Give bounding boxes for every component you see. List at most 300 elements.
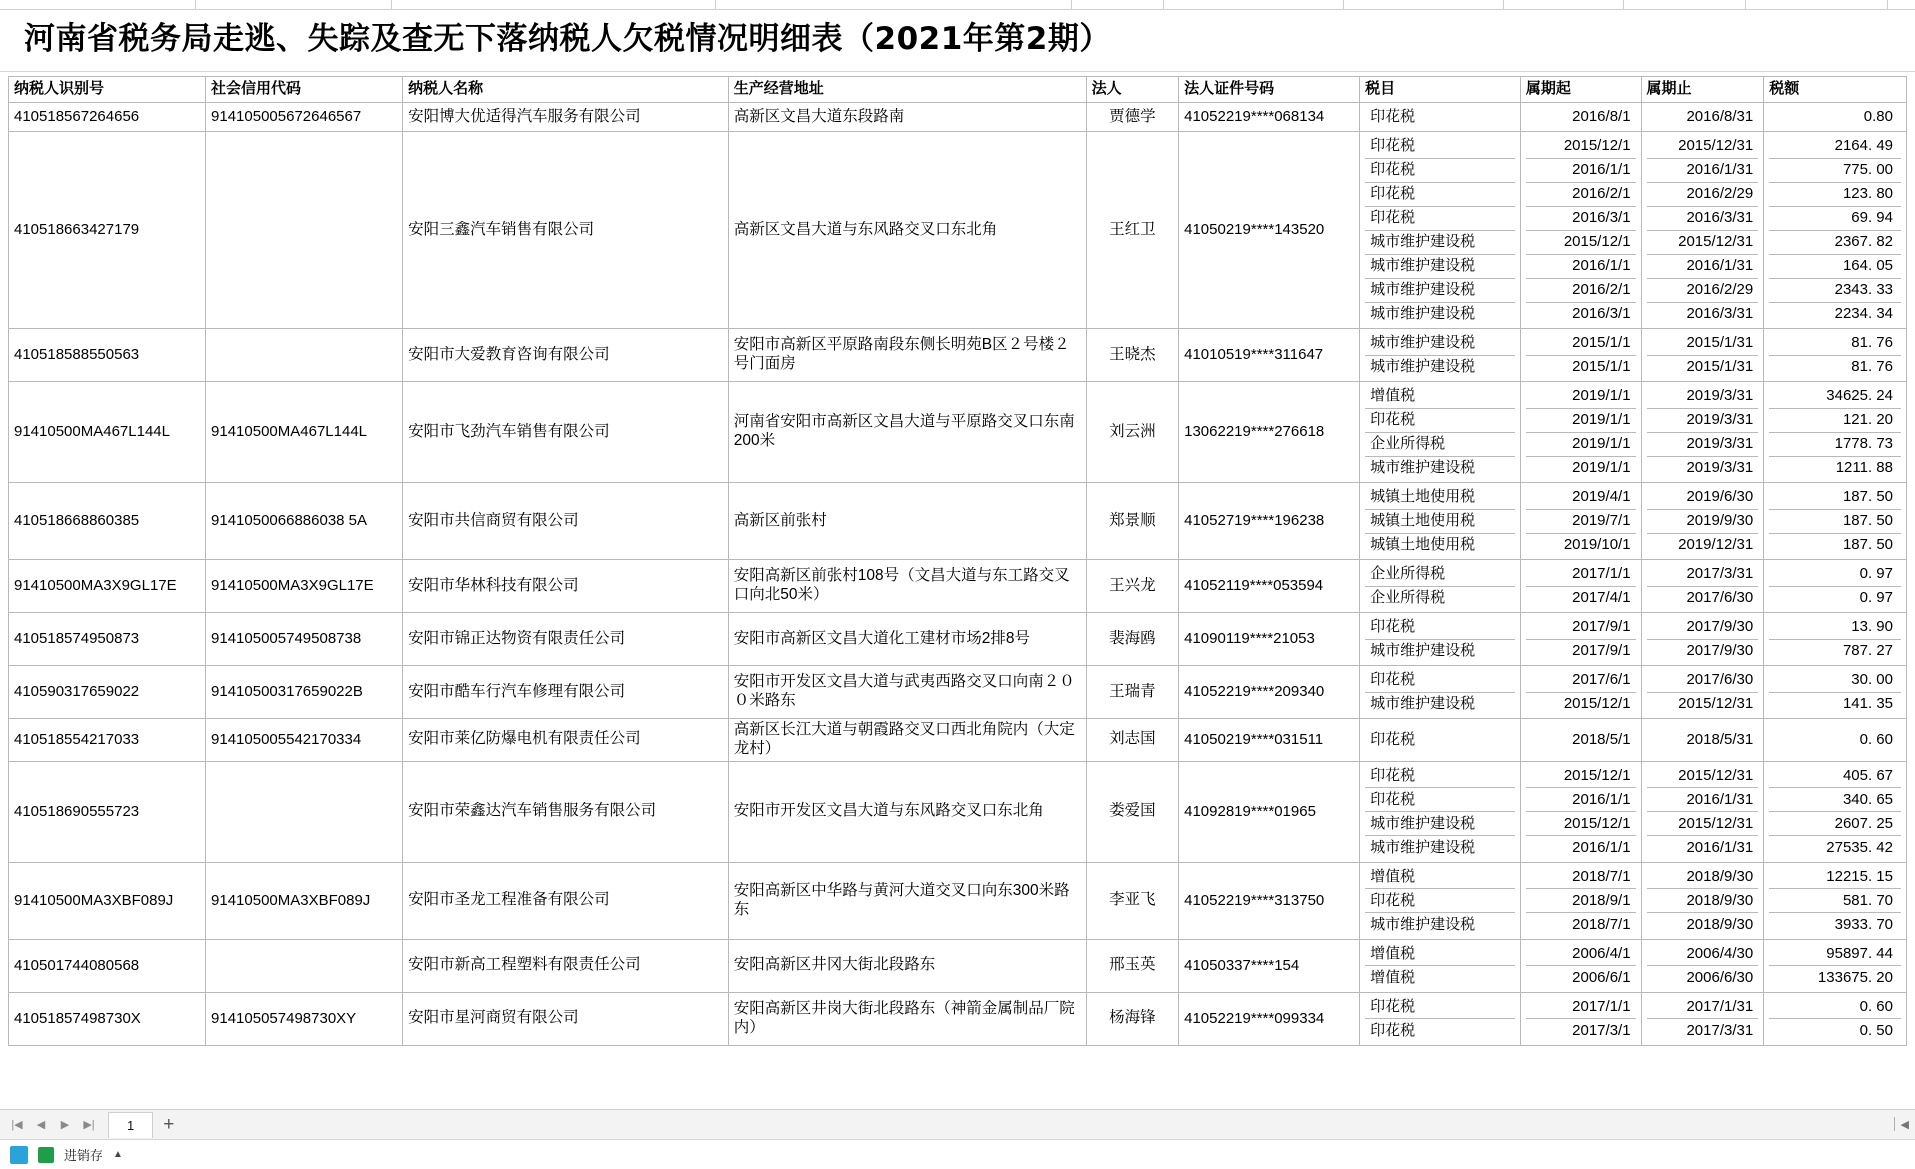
cell-credit-code <box>206 329 403 382</box>
cell-credit-code: 9141050066886038 5A <box>206 483 403 560</box>
strip-seg <box>196 0 392 9</box>
cell-period-start: 2015/12/1 <box>1526 230 1636 254</box>
taskbar-app-label[interactable]: 进销存 <box>64 1148 104 1163</box>
horizontal-scrollbar[interactable] <box>1445 1109 1915 1139</box>
table-row <box>9 103 1907 132</box>
cell-period-start: 2016/3/1 <box>1526 206 1636 230</box>
cell-legal-person: 刘云洲 <box>1086 382 1178 483</box>
cell-period-start: 2019/7/1 <box>1526 509 1636 533</box>
cell-period-start-group <box>1520 132 1641 329</box>
cell-period-start-group <box>1520 483 1641 560</box>
cell-legal-person: 郑景顺 <box>1086 483 1178 560</box>
cell-period-start: 2016/1/1 <box>1572 839 1631 857</box>
cell-tax-item: 企业所得税 <box>1370 589 1446 607</box>
cell-period-end: 2018/9/30 <box>1647 865 1759 889</box>
cell-period-end-group <box>1641 666 1764 719</box>
cell-tax-item: 印花税 <box>1365 788 1515 812</box>
strip-seg <box>1344 0 1504 9</box>
cell-period-end: 2017/3/31 <box>1647 562 1759 586</box>
cell-period-start: 2016/2/1 <box>1526 278 1636 302</box>
cell-period-start-group <box>1520 103 1641 132</box>
header-credit-code: 社会信用代码 <box>206 77 403 103</box>
cell-tax-amount-group <box>1764 666 1907 719</box>
cell-business-address: 安阳高新区前张村108号（文昌大道与东工路交叉口向北50米） <box>728 560 1086 613</box>
cell-tax-amount-group <box>1764 103 1907 132</box>
cell-period-end: 2015/12/31 <box>1647 812 1759 836</box>
header-business-address: 生产经营地址 <box>728 77 1086 103</box>
cell-tax-amount: 581. 70 <box>1769 889 1901 913</box>
cell-tax-item: 城市维护建设税 <box>1365 230 1515 254</box>
cell-period-end: 2019/3/31 <box>1647 384 1759 408</box>
cell-period-end: 2017/3/31 <box>1686 1022 1754 1040</box>
cell-period-end-group <box>1641 719 1764 762</box>
strip-seg <box>0 0 196 9</box>
cell-tax-amount: 0. 50 <box>1859 1022 1893 1040</box>
table-row <box>9 939 1907 992</box>
cell-business-address: 安阳市高新区平原路南段东侧长明苑B区２号楼２号门面房 <box>728 329 1086 382</box>
cell-period-end: 2015/12/31 <box>1647 764 1759 788</box>
cell-legal-person: 王红卫 <box>1086 132 1178 329</box>
table-row <box>9 329 1907 382</box>
cell-period-start: 2006/6/1 <box>1572 969 1631 987</box>
cell-taxpayer-name: 安阳市圣龙工程准备有限公司 <box>403 862 729 939</box>
cell-tax-item: 城市维护建设税 <box>1370 695 1476 713</box>
cell-credit-code: 91410500MA467L144L <box>206 382 403 483</box>
sheet-nav-buttons[interactable] <box>6 1114 100 1136</box>
scroll-left-icon[interactable]: ◀ <box>1900 1118 1909 1131</box>
cell-period-start: 2019/1/1 <box>1572 459 1631 477</box>
cell-period-end: 2019/3/31 <box>1686 459 1754 477</box>
cell-business-address: 安阳市高新区文昌大道化工建材市场2排8号 <box>728 613 1086 666</box>
chevron-up-icon[interactable]: ▲ <box>113 1149 123 1160</box>
table-row <box>9 560 1907 613</box>
prev-sheet-icon[interactable]: ◀ <box>36 1119 46 1131</box>
cell-period-end: 2016/2/29 <box>1647 278 1759 302</box>
cell-period-start: 2019/1/1 <box>1526 384 1636 408</box>
cell-legal-person-id: 41050219****143520 <box>1179 132 1360 329</box>
cell-tax-item: 增值税 <box>1365 942 1515 966</box>
cell-tax-item: 城市维护建设税 <box>1370 839 1476 857</box>
cell-tax-amount: 0. 97 <box>1859 589 1893 607</box>
cell-taxpayer-name: 安阳三鑫汽车销售有限公司 <box>403 132 729 329</box>
cell-tax-amount-group <box>1764 992 1907 1045</box>
cell-legal-person: 娄爱国 <box>1086 761 1178 862</box>
cell-period-start: 2006/4/1 <box>1526 942 1636 966</box>
cell-legal-person: 王瑞青 <box>1086 666 1178 719</box>
cell-taxpayer-name: 安阳市星河商贸有限公司 <box>403 992 729 1045</box>
cell-period-end: 2019/3/31 <box>1647 408 1759 432</box>
cell-tax-amount-group <box>1764 613 1907 666</box>
cell-tax-amount: 34625. 24 <box>1769 384 1901 408</box>
cell-business-address: 高新区文昌大道与东风路交叉口东北角 <box>728 132 1086 329</box>
cell-tax-amount: 0. 60 <box>1859 730 1893 748</box>
cell-tax-amount: 81. 76 <box>1769 331 1901 355</box>
cell-tax-amount: 787. 27 <box>1842 642 1893 660</box>
cell-period-end: 2015/12/31 <box>1647 230 1759 254</box>
cell-period-end: 2017/9/30 <box>1647 615 1759 639</box>
cell-credit-code: 914105005749508738 <box>206 613 403 666</box>
cell-business-address: 安阳高新区中华路与黄河大道交叉口向东300米路东 <box>728 862 1086 939</box>
header-tax-item: 税目 <box>1360 77 1521 103</box>
cell-period-start: 2016/2/1 <box>1526 182 1636 206</box>
cell-credit-code: 91410500317659022B <box>206 666 403 719</box>
cell-tax-amount: 340. 65 <box>1769 788 1901 812</box>
strip-seg <box>392 0 716 9</box>
cell-taxpayer-name: 安阳市莱亿防爆电机有限责任公司 <box>403 719 729 762</box>
table-row <box>9 132 1907 329</box>
cell-period-start: 2015/1/1 <box>1526 331 1636 355</box>
cell-period-end: 2018/9/30 <box>1686 916 1754 934</box>
header-period-end: 属期止 <box>1641 77 1764 103</box>
cell-tax-amount: 133675. 20 <box>1817 969 1893 987</box>
cell-taxpayer-name: 安阳市锦正达物资有限责任公司 <box>403 613 729 666</box>
cell-period-end-group <box>1641 483 1764 560</box>
cell-tax-item: 印花税 <box>1365 408 1515 432</box>
strip-seg <box>1624 0 1746 9</box>
cell-legal-person-id: 13062219****276618 <box>1179 382 1360 483</box>
cell-period-start: 2016/3/1 <box>1572 305 1631 323</box>
cell-taxpayer-id: 410518690555723 <box>9 761 206 862</box>
cell-period-end-group <box>1641 103 1764 132</box>
cell-period-end: 2015/1/31 <box>1647 331 1759 355</box>
add-sheet-icon[interactable]: + <box>163 1114 175 1135</box>
strip-seg <box>1746 0 1888 9</box>
cell-period-end: 2015/12/31 <box>1678 695 1754 713</box>
cell-credit-code: 914105057498730XY <box>206 992 403 1045</box>
cell-period-end: 2016/3/31 <box>1647 206 1759 230</box>
cell-tax-item-group <box>1360 939 1521 992</box>
cell-business-address: 高新区前张村 <box>728 483 1086 560</box>
cell-period-start: 2017/1/1 <box>1526 562 1636 586</box>
cell-tax-amount-group <box>1764 862 1907 939</box>
cell-taxpayer-id: 410518567264656 <box>9 103 206 132</box>
cell-tax-amount: 187. 50 <box>1769 509 1901 533</box>
cell-period-end: 2017/1/31 <box>1647 995 1759 1019</box>
cell-tax-item: 印花税 <box>1365 889 1515 913</box>
cell-period-end: 2016/1/31 <box>1647 788 1759 812</box>
cell-tax-amount: 3933. 70 <box>1834 916 1893 934</box>
header-tax-amount: 税额 <box>1764 77 1907 103</box>
tax-arrears-table <box>8 76 1907 1046</box>
cell-period-start: 2015/12/1 <box>1526 812 1636 836</box>
cell-period-end: 2006/6/30 <box>1686 969 1754 987</box>
cell-legal-person-id: 41052219****313750 <box>1179 862 1360 939</box>
taskbar <box>0 1139 1915 1169</box>
cell-legal-person: 刘志国 <box>1086 719 1178 762</box>
cell-period-start: 2017/6/1 <box>1526 668 1636 692</box>
cell-tax-item: 印花税 <box>1365 206 1515 230</box>
cell-tax-item-group <box>1360 382 1521 483</box>
strip-seg <box>716 0 1072 9</box>
cell-business-address: 安阳高新区井岗大街北段路东（神箭金属制品厂院内） <box>728 992 1086 1045</box>
cell-period-start-group <box>1520 939 1641 992</box>
header-legal-person: 法人 <box>1086 77 1178 103</box>
cell-tax-item-group <box>1360 103 1521 132</box>
app-icon[interactable] <box>10 1146 28 1164</box>
cell-tax-amount: 2343. 33 <box>1769 278 1901 302</box>
cell-business-address: 安阳市开发区文昌大道与武夷西路交叉口向南２００米路东 <box>728 666 1086 719</box>
cell-period-start: 2018/7/1 <box>1526 865 1636 889</box>
cell-taxpayer-id: 410518668860385 <box>9 483 206 560</box>
cell-tax-item: 印花税 <box>1370 730 1416 748</box>
cell-period-start: 2017/4/1 <box>1572 589 1631 607</box>
cell-tax-amount: 2367. 82 <box>1769 230 1901 254</box>
cell-tax-item: 企业所得税 <box>1365 432 1515 456</box>
cell-taxpayer-id: 410501744080568 <box>9 939 206 992</box>
header-legal-person-id: 法人证件号码 <box>1179 77 1360 103</box>
cell-period-start: 2017/3/1 <box>1572 1022 1631 1040</box>
cell-period-end-group <box>1641 132 1764 329</box>
cell-tax-amount-group <box>1764 560 1907 613</box>
cell-tax-item: 增值税 <box>1370 969 1416 987</box>
cell-tax-item-group <box>1360 719 1521 762</box>
cell-legal-person: 邢玉英 <box>1086 939 1178 992</box>
cell-tax-item-group <box>1360 329 1521 382</box>
cell-tax-item-group <box>1360 483 1521 560</box>
scroll-divider <box>1894 1117 1895 1131</box>
cell-period-end: 2016/3/31 <box>1686 305 1754 323</box>
cell-period-end: 2015/12/31 <box>1647 134 1759 158</box>
cell-period-start: 2016/1/1 <box>1526 254 1636 278</box>
cell-period-start: 2015/12/1 <box>1526 764 1636 788</box>
cell-tax-item: 城市维护建设税 <box>1370 916 1476 934</box>
cell-legal-person: 贾德学 <box>1086 103 1178 132</box>
cell-period-start: 2015/12/1 <box>1526 134 1636 158</box>
cell-period-start: 2016/1/1 <box>1526 158 1636 182</box>
cell-credit-code <box>206 939 403 992</box>
cell-credit-code: 914105005672646567 <box>206 103 403 132</box>
cell-period-start: 2019/4/1 <box>1526 485 1636 509</box>
cell-tax-item: 城市维护建设税 <box>1370 305 1476 323</box>
cell-period-end: 2019/6/30 <box>1647 485 1759 509</box>
cell-taxpayer-id: 91410500MA467L144L <box>9 382 206 483</box>
cell-period-start: 2016/1/1 <box>1526 788 1636 812</box>
header-taxpayer-name: 纳税人名称 <box>403 77 729 103</box>
cell-business-address: 高新区文昌大道东段路南 <box>728 103 1086 132</box>
header-taxpayer-id: 纳税人识别号 <box>9 77 206 103</box>
cell-tax-amount: 2234. 34 <box>1834 305 1893 323</box>
cell-period-start-group <box>1520 862 1641 939</box>
cell-legal-person-id: 41050337****154 <box>1179 939 1360 992</box>
cell-legal-person-id: 41052219****099334 <box>1179 992 1360 1045</box>
cell-tax-amount: 81. 76 <box>1851 358 1893 376</box>
cell-taxpayer-id: 410518588550563 <box>9 329 206 382</box>
cell-tax-amount: 1778. 73 <box>1769 432 1901 456</box>
cell-credit-code: 914105005542170334 <box>206 719 403 762</box>
cell-period-start: 2015/1/1 <box>1572 358 1631 376</box>
cell-taxpayer-id: 410518554217033 <box>9 719 206 762</box>
cell-legal-person: 李亚飞 <box>1086 862 1178 939</box>
cell-tax-amount: 69. 94 <box>1769 206 1901 230</box>
cell-period-start: 2018/7/1 <box>1572 916 1631 934</box>
cell-tax-amount: 164. 05 <box>1769 254 1901 278</box>
sheet-tab-1[interactable]: 1 <box>108 1112 153 1138</box>
cell-period-end-group <box>1641 382 1764 483</box>
cell-tax-item: 城市维护建设税 <box>1365 812 1515 836</box>
cell-tax-amount-group <box>1764 132 1907 329</box>
next-sheet-icon[interactable]: ▶ <box>60 1119 70 1131</box>
cell-taxpayer-name: 安阳市华林科技有限公司 <box>403 560 729 613</box>
cell-period-start: 2018/5/1 <box>1572 730 1631 748</box>
inventory-app-icon[interactable] <box>38 1147 54 1163</box>
cell-period-end: 2016/8/31 <box>1686 108 1754 125</box>
cell-tax-amount: 187. 50 <box>1769 485 1901 509</box>
cell-taxpayer-id: 410518663427179 <box>9 132 206 329</box>
cell-period-start: 2017/9/1 <box>1572 642 1631 660</box>
table-row <box>9 483 1907 560</box>
cell-period-end-group <box>1641 939 1764 992</box>
cell-period-end-group <box>1641 613 1764 666</box>
cell-tax-amount: 12215. 15 <box>1769 865 1901 889</box>
cell-period-end: 2015/1/31 <box>1686 358 1754 376</box>
cell-tax-amount: 0. 60 <box>1769 995 1901 1019</box>
cell-tax-item: 印花税 <box>1365 764 1515 788</box>
table-row <box>9 862 1907 939</box>
cell-tax-item-group <box>1360 862 1521 939</box>
cell-period-end: 2019/9/30 <box>1647 509 1759 533</box>
cell-tax-item: 印花税 <box>1365 182 1515 206</box>
cell-tax-amount: 0.80 <box>1863 108 1893 125</box>
cell-business-address: 安阳高新区井冈大街北段路东 <box>728 939 1086 992</box>
cell-tax-amount: 123. 80 <box>1769 182 1901 206</box>
cell-tax-amount: 30. 00 <box>1769 668 1901 692</box>
cell-taxpayer-name: 安阳市共信商贸有限公司 <box>403 483 729 560</box>
cell-period-end: 2016/1/31 <box>1647 254 1759 278</box>
cell-period-start: 2018/9/1 <box>1526 889 1636 913</box>
cell-tax-item: 城市维护建设税 <box>1370 642 1476 660</box>
document-title-bar <box>0 0 1915 72</box>
cell-tax-item: 城镇土地使用税 <box>1370 536 1476 554</box>
cell-tax-item-group <box>1360 666 1521 719</box>
cell-legal-person-id: 41050219****031511 <box>1179 719 1360 762</box>
cell-tax-amount-group <box>1764 329 1907 382</box>
cell-period-end: 2017/6/30 <box>1686 589 1754 607</box>
cell-taxpayer-id: 410518574950873 <box>9 613 206 666</box>
cell-tax-item: 印花税 <box>1370 108 1416 125</box>
cell-period-start-group <box>1520 666 1641 719</box>
cell-period-end: 2006/4/30 <box>1647 942 1759 966</box>
cell-legal-person: 裴海鸥 <box>1086 613 1178 666</box>
cell-tax-item: 城市维护建设税 <box>1365 331 1515 355</box>
table-header-row <box>9 77 1907 103</box>
cell-period-end: 2016/1/31 <box>1686 839 1754 857</box>
cell-tax-item-group <box>1360 132 1521 329</box>
page-title: 河南省税务局走逃、失踪及查无下落纳税人欠税情况明细表（2021年第2期） <box>24 21 1111 57</box>
cell-taxpayer-name: 安阳博大优适得汽车服务有限公司 <box>403 103 729 132</box>
cell-tax-amount: 27535. 42 <box>1826 839 1893 857</box>
cell-tax-item: 城市维护建设税 <box>1365 254 1515 278</box>
cell-credit-code: 91410500MA3XBF089J <box>206 862 403 939</box>
cell-tax-item: 印花税 <box>1365 134 1515 158</box>
cell-tax-item: 城镇土地使用税 <box>1365 485 1515 509</box>
cell-period-start-group <box>1520 719 1641 762</box>
cell-tax-item: 印花税 <box>1365 668 1515 692</box>
strip-seg <box>1504 0 1624 9</box>
cell-tax-item-group <box>1360 613 1521 666</box>
cell-legal-person-id: 41052219****068134 <box>1179 103 1360 132</box>
cell-taxpayer-id: 91410500MA3XBF089J <box>9 862 206 939</box>
cell-period-start: 2015/12/1 <box>1563 695 1631 713</box>
cell-tax-item-group <box>1360 560 1521 613</box>
cell-period-end: 2019/3/31 <box>1647 432 1759 456</box>
cell-period-end: 2019/12/31 <box>1678 536 1754 554</box>
cell-business-address: 安阳市开发区文昌大道与东风路交叉口东北角 <box>728 761 1086 862</box>
cell-legal-person: 杨海锋 <box>1086 992 1178 1045</box>
cell-period-start: 2019/10/1 <box>1563 536 1631 554</box>
cell-period-end-group <box>1641 761 1764 862</box>
cell-tax-amount: 141. 35 <box>1842 695 1893 713</box>
cell-tax-item: 企业所得税 <box>1365 562 1515 586</box>
cell-legal-person-id: 41052719****196238 <box>1179 483 1360 560</box>
cell-tax-item: 印花税 <box>1365 995 1515 1019</box>
cell-tax-item-group <box>1360 992 1521 1045</box>
cell-tax-amount: 2164. 49 <box>1769 134 1901 158</box>
cell-period-start-group <box>1520 382 1641 483</box>
strip-seg <box>1164 0 1344 9</box>
cell-period-end-group <box>1641 560 1764 613</box>
cell-period-start-group <box>1520 560 1641 613</box>
first-sheet-icon[interactable]: |◀ <box>11 1119 23 1131</box>
cell-tax-item: 印花税 <box>1365 158 1515 182</box>
strip-seg <box>1072 0 1164 9</box>
cell-taxpayer-name: 安阳市酷车行汽车修理有限公司 <box>403 666 729 719</box>
cell-tax-amount-group <box>1764 382 1907 483</box>
cell-period-start: 2019/1/1 <box>1526 432 1636 456</box>
cell-tax-amount-group <box>1764 939 1907 992</box>
cell-period-end: 2017/9/30 <box>1686 642 1754 660</box>
cell-tax-amount: 187. 50 <box>1842 536 1893 554</box>
cell-period-start-group <box>1520 992 1641 1045</box>
cell-period-end: 2017/6/30 <box>1647 668 1759 692</box>
cell-tax-item-group <box>1360 761 1521 862</box>
cell-tax-item: 城市维护建设税 <box>1365 278 1515 302</box>
cell-legal-person-id: 41052219****209340 <box>1179 666 1360 719</box>
last-sheet-icon[interactable]: ▶| <box>83 1119 95 1131</box>
cell-period-start-group <box>1520 613 1641 666</box>
cell-tax-item: 城镇土地使用税 <box>1365 509 1515 533</box>
header-period-start: 属期起 <box>1520 77 1641 103</box>
cell-period-start: 2016/8/1 <box>1572 108 1631 125</box>
cell-period-start: 2019/1/1 <box>1526 408 1636 432</box>
table-row <box>9 719 1907 762</box>
cell-taxpayer-name: 安阳市大爱教育咨询有限公司 <box>403 329 729 382</box>
table-row <box>9 761 1907 862</box>
cell-tax-amount: 95897. 44 <box>1769 942 1901 966</box>
cell-tax-item: 印花税 <box>1370 1022 1416 1040</box>
cell-taxpayer-id: 91410500MA3X9GL17E <box>9 560 206 613</box>
cell-taxpayer-name: 安阳市荣鑫达汽车销售服务有限公司 <box>403 761 729 862</box>
table-row <box>9 613 1907 666</box>
cell-tax-item: 增值税 <box>1365 384 1515 408</box>
cell-tax-item: 城市维护建设税 <box>1370 358 1476 376</box>
cell-period-start: 2017/9/1 <box>1526 615 1636 639</box>
cell-taxpayer-id: 410590317659022 <box>9 666 206 719</box>
cell-business-address: 高新区长江大道与朝霞路交叉口西北角院内（大定龙村） <box>728 719 1086 762</box>
cell-tax-amount-group <box>1764 483 1907 560</box>
table-row <box>9 666 1907 719</box>
cell-taxpayer-id: 41051857498730X <box>9 992 206 1045</box>
cell-tax-amount: 2607. 25 <box>1769 812 1901 836</box>
cell-period-start: 2017/1/1 <box>1526 995 1636 1019</box>
cell-taxpayer-name: 安阳市飞劲汽车销售有限公司 <box>403 382 729 483</box>
cell-credit-code: 91410500MA3X9GL17E <box>206 560 403 613</box>
cell-tax-item: 增值税 <box>1365 865 1515 889</box>
cell-period-start-group <box>1520 329 1641 382</box>
table-row <box>9 992 1907 1045</box>
cell-taxpayer-name: 安阳市新高工程塑料有限责任公司 <box>403 939 729 992</box>
cell-credit-code <box>206 761 403 862</box>
cell-legal-person-id: 41090119****21053 <box>1179 613 1360 666</box>
